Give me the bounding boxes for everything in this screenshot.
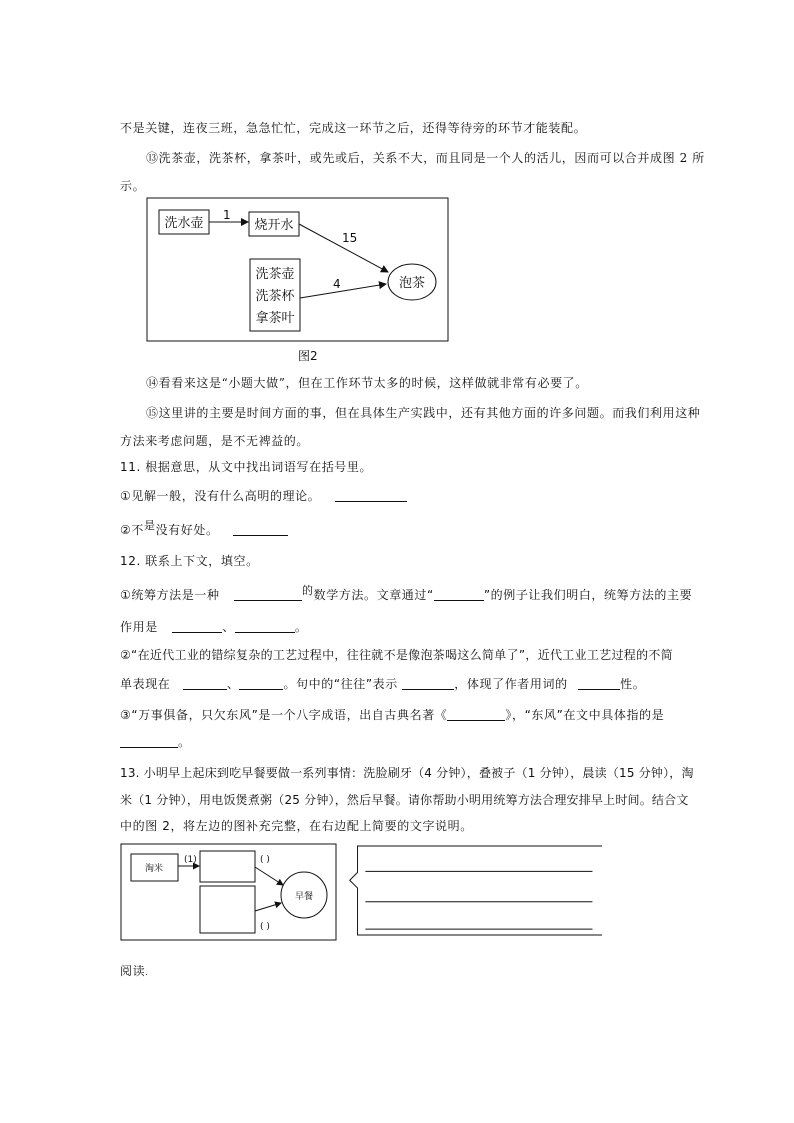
answer-blank-12-3a[interactable] [447, 708, 505, 721]
paragraph-continuation: 不是关键，连夜三班，急急忙忙，完成这一环节之后，还得等待旁的环节才能装配。 [120, 121, 587, 135]
q12-i2-text-c: 、 [226, 677, 240, 691]
question-12-item-2-line1: ②“在近代工业的错综复杂的工艺过程中，往往就不是像泡茶喝这么简单了”，近代工业工艺过程的不简 [120, 648, 673, 662]
question-11-title: 11. 根据意思，从文中找出词语写在括号里。 [120, 460, 373, 474]
box-tea-group-line2: 洗茶杯 [255, 289, 295, 304]
q12-i1-text-b: 数学方法。文章通过“ [313, 588, 434, 602]
edge-label-bottom-paren: ( ) [260, 922, 270, 932]
box-wash-kettle-label: 洗水壶 [164, 216, 204, 231]
q12-i1-text-a: ①统筹方法是一种 [120, 588, 220, 602]
answer-blank-12-2a[interactable] [183, 677, 227, 690]
answer-blank-12-1a[interactable] [234, 588, 302, 601]
box-tea-group-line1: 洗茶壶 [255, 267, 295, 282]
edge-label-1: 1 [223, 208, 231, 222]
question-11-item-2 [120, 521, 288, 538]
answer-blank-12-2c[interactable] [402, 677, 454, 690]
answer-blank-12-2d[interactable] [578, 677, 620, 690]
q12-i1-text-d: 作用是 [120, 620, 158, 634]
paragraph-15-line2: 方法来考虑问题，是不无裨益的。 [120, 434, 310, 448]
paragraph-13-line2: 示。 [120, 179, 146, 193]
circle-make-tea-label: 泡茶 [398, 276, 426, 291]
q12-i2-text-e: ，体现了作者用词的 [454, 677, 568, 691]
box-wash-rice-label: 淘米 [144, 864, 164, 874]
question-12-item-1-line1 [120, 586, 692, 603]
box-boil-water-label: 烧开水 [254, 218, 294, 233]
answer-callout-box [348, 845, 602, 937]
q12-i1-text-f: 。 [294, 620, 308, 634]
q12-i1-sup: 的 [301, 584, 314, 597]
q12-i3-text-a: ③“万事俱备，只欠东风”是一个八字成语，出自古典名著《 [120, 708, 448, 722]
q12-i3-text-b: 》，“东风”在文中具体指的是 [505, 708, 665, 722]
edge-label-1: (1) [184, 855, 197, 865]
question-12-item-3-line1 [120, 706, 664, 723]
question-13-line2: 米（1 分钟），用电饭煲煮粥（25 分钟），然后早餐。请你帮助小明用统筹方法合理安排早上时间。结合文 [120, 793, 689, 807]
box-tea-group-line3: 拿茶叶 [255, 311, 295, 326]
q12-i2-text-f: 性。 [620, 677, 646, 691]
q12-i2-text-d: 。句中的“往往”表示 [283, 677, 398, 691]
figure-2-caption: 图2 [298, 349, 318, 363]
footer-text: 阅读 [120, 964, 146, 978]
figure-13-diagram [120, 843, 338, 942]
question-11-item-2-sup: 是 [143, 519, 156, 532]
question-12-title: 12. 联系上下文，填空。 [120, 554, 259, 568]
figure-2-diagram [146, 197, 450, 343]
paragraph-13-line1: ⑬洗茶壶，洗茶杯，拿茶叶，或先或后，关系不大，而且同是一个人的活儿，因而可以合并成图 2 所 [146, 151, 705, 165]
question-12-item-2-line2 [120, 675, 645, 692]
q12-i1-text-e: 、 [222, 620, 235, 634]
q12-i3-text-c: 。 [178, 735, 191, 749]
q12-i1-text-c: ”的例子让我们明白，统筹方法的主要 [483, 588, 693, 602]
answer-blank-12-1d[interactable] [235, 620, 295, 633]
edge-label-4: 4 [333, 277, 341, 291]
answer-blank-12-3b[interactable] [120, 735, 178, 748]
question-11-item-2-text-b: 没有好处。 [155, 523, 219, 537]
q12-i2-text-b: 单表现在 [120, 677, 171, 691]
question-12-item-1-line2 [120, 618, 307, 635]
paragraph-14: ⑭看看来这是“小题大做”，但在工作环节太多的时候，这样做就非常有必要了。 [146, 376, 588, 390]
box-blank-bottom [200, 886, 255, 933]
question-12-item-3-line2 [120, 733, 191, 750]
question-13-line1: 13. 小明早上起床到吃早餐要做一系列事情：洗脸刷牙（4 分钟），叠被子（1 分钟），晨读（15 分钟），淘 [120, 766, 694, 780]
question-11-item-1 [120, 487, 407, 504]
answer-blank-12-2b[interactable] [239, 677, 283, 690]
footer-reading-label: 阅读. [120, 964, 149, 978]
question-11-item-1-text: ①见解一般，没有什么高明的理论。 [120, 489, 321, 503]
box-blank-top [200, 851, 255, 882]
question-11-item-2-text-a: ②不 [120, 523, 144, 537]
answer-blank-12-1b[interactable] [434, 588, 484, 601]
question-13-line3: 中的图 2，将左边的图补充完整，在右边配上简要的文字说明。 [120, 819, 473, 833]
answer-blank-11-2[interactable] [233, 523, 288, 536]
answer-blank-11-1[interactable] [335, 489, 407, 502]
answer-blank-12-1c[interactable] [172, 620, 222, 633]
edge-label-15: 15 [342, 231, 358, 245]
paragraph-15-line1: ⑮这里讲的主要是时间方面的事，但在具体生产实践中，还有其他方面的许多问题。而我们利用这种 [146, 406, 701, 420]
circle-breakfast-label: 早餐 [294, 892, 314, 902]
edge-label-top-paren: ( ) [260, 855, 270, 865]
